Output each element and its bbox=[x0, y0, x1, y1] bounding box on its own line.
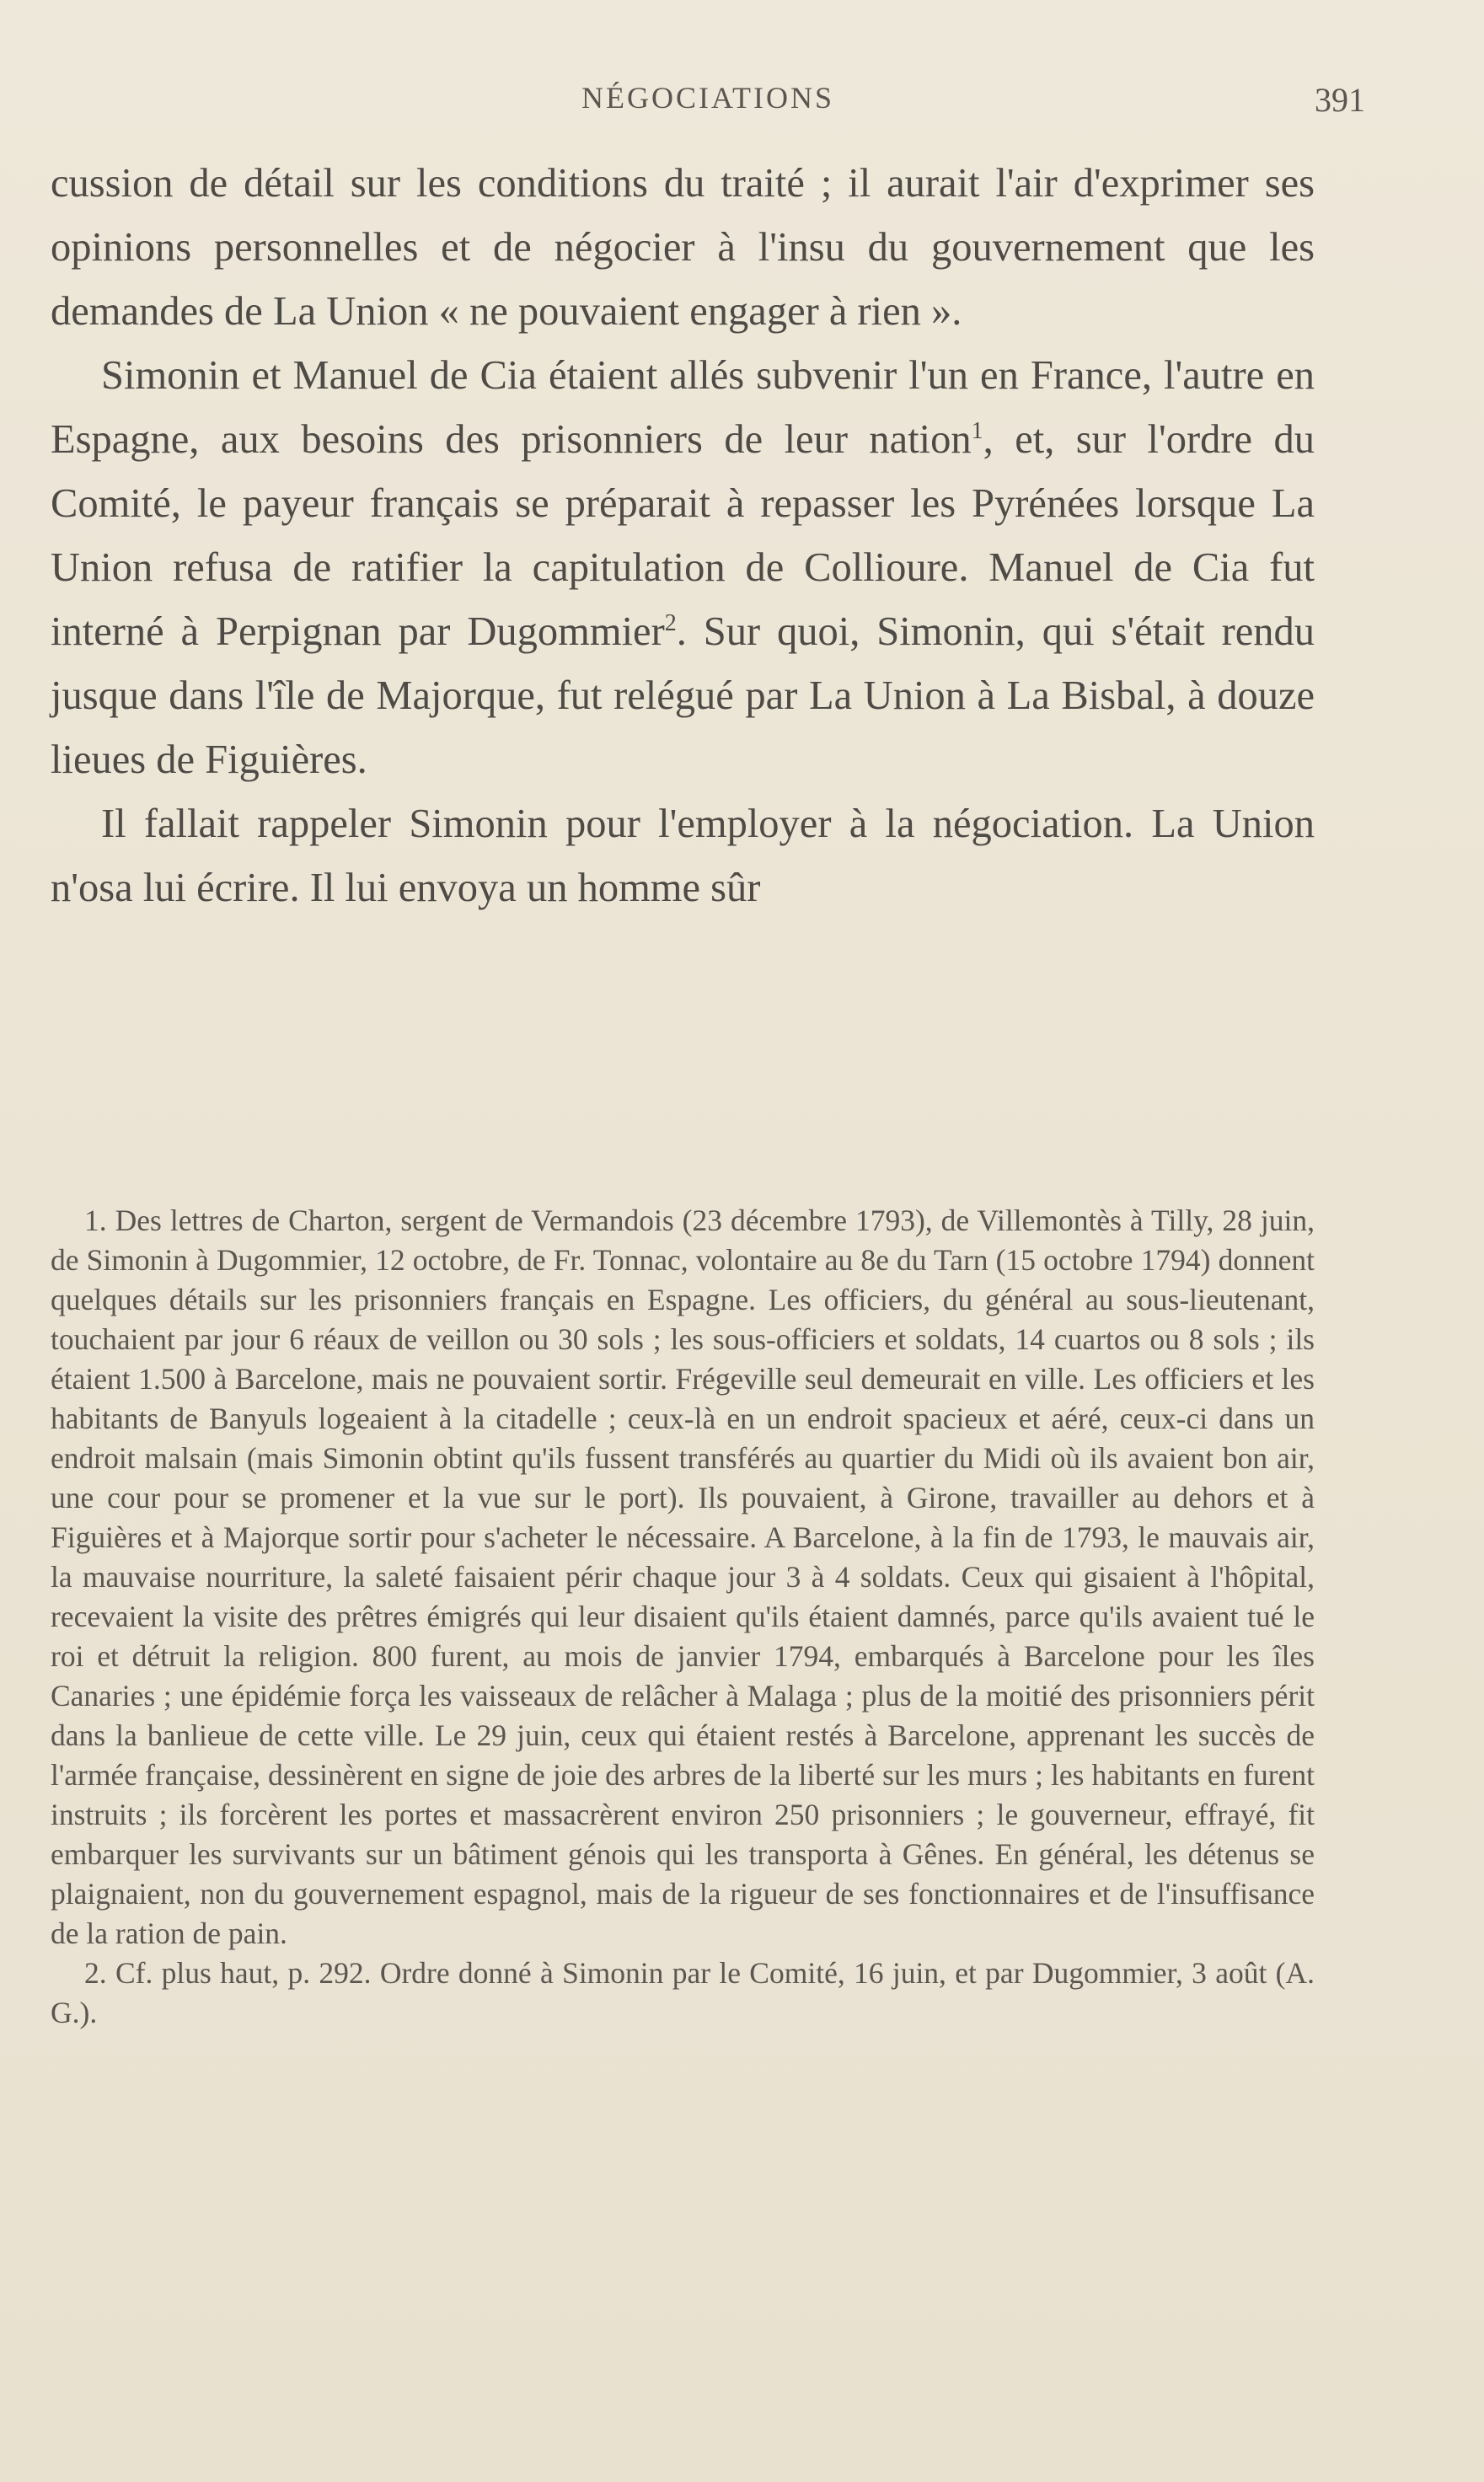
paragraph-text-a: Simonin et Manuel de Cia étaient allés subvenir l'un en France, l'autre en Espagne, aux besoins des prisonniers de leur nation bbox=[51, 353, 1315, 462]
main-text bbox=[51, 152, 1315, 920]
running-head: NÉGOCIATIONS bbox=[581, 81, 834, 115]
paragraph-text-c: . Sur quoi, Simonin, qui s'était rendu jusque dans l'île de Majorque, fut relégué par La Union à La Bisbal, à douze lieues de Figuières. bbox=[51, 609, 1315, 782]
footnote-2: 2. Cf. plus haut, p. 292. Ordre donné à Simonin par le Comité, 16 juin, et par Dugommier, 3 août (A. G.). bbox=[51, 1956, 1315, 2029]
paragraph-continued: cussion de détail sur les conditions du traité ; il aurait l'air d'exprimer ses opinions personnelles et de négocier à l'insu du gouvernement que les demandes de La Union « ne pouvaient engager à rien ». bbox=[51, 161, 1315, 334]
paragraph-text-b: , et, sur l'ordre du Comité, le payeur français se préparait à repasser les Pyrénées lorsque La Union refusa de ratifier la capitulation de Collioure. Manuel de Cia fut interné à Perpignan par Dugommier bbox=[51, 417, 1315, 654]
footnote-1: 1. Des lettres de Charton, sergent de Vermandois (23 décembre 1793), de Villemontès à Tilly, 28 juin, de Simonin à Dugommier, 12 octobre, de Fr. Tonnac, volontaire au 8e du Tarn (15 octobre 1794) donnent quelques détails sur les prisonniers français en Espagne. Les officiers, du général au sous-lieutenant, touchaient par jour 6 réaux de veillon ou 30 sols ; les sous-officiers et soldats, 14 cuartos ou 8 sols ; ils étaient 1.500 à Barcelone, mais ne pouvaient sortir. Frégeville seul demeurait en ville. Les officiers et les habitants de Banyuls logeaient à la citadelle ; ceux-là en un endroit spacieux et aéré, ceux-ci dans un endroit malsain (mais Simonin obtint qu'ils fussent transférés au quartier du Midi où ils avaient bon air, une cour pour se promener et la vue sur le port). Ils pouvaient, à Girone, travailler au dehors et à Figuières et à Majorque sortir pour s'acheter le nécessaire. A Barcelone, à la fin de 1793, le mauvais air, la mauvaise nourriture, la saleté faisaient périr chaque jour 3 à 4 soldats. Ceux qui gisaient à l'hôpital, recevaient la visite des prêtres émigrés qui leur disaient qu'ils étaient damnés, parce qu'ils avaient tué le roi et détruit la religion. 800 furent, au mois de janvier 1794, embarqués à Barcelone pour les îles Canaries ; une épidémie força les vaisseaux de relâcher à Malaga ; plus de la moitié des prisonniers périt dans la banlieue de cette ville. Le 29 juin, ceux qui étaient restés à Barcelone, apprenant les succès de l'armée française, dessinèrent en signe de joie des arbres de la liberté sur les murs ; les habitants en furent instruits ; ils forcèrent les portes et massacrèrent environ 250 prisonniers ; le gouverneur, effrayé, fit embarquer les survivants sur un bâtiment génois qui les transporta à Gênes. En général, les détenus se plaignaient, non du gouvernement espagnol, mais de la rigueur de ses fonctionnaires et de l'insuffisance de la ration de pain. bbox=[51, 1203, 1315, 1950]
page-header bbox=[51, 80, 1365, 122]
footnote-ref-2[interactable]: 2 bbox=[664, 609, 677, 636]
footnotes bbox=[51, 1201, 1315, 2033]
footnote-ref-1[interactable]: 1 bbox=[971, 417, 983, 444]
paragraph-simonin bbox=[51, 344, 1315, 792]
page-number: 391 bbox=[1315, 81, 1365, 119]
paragraph-rappeler: Il fallait rappeler Simonin pour l'employer à la négociation. La Union n'osa lui écrire. Il lui envoya un homme sûr bbox=[51, 801, 1315, 910]
